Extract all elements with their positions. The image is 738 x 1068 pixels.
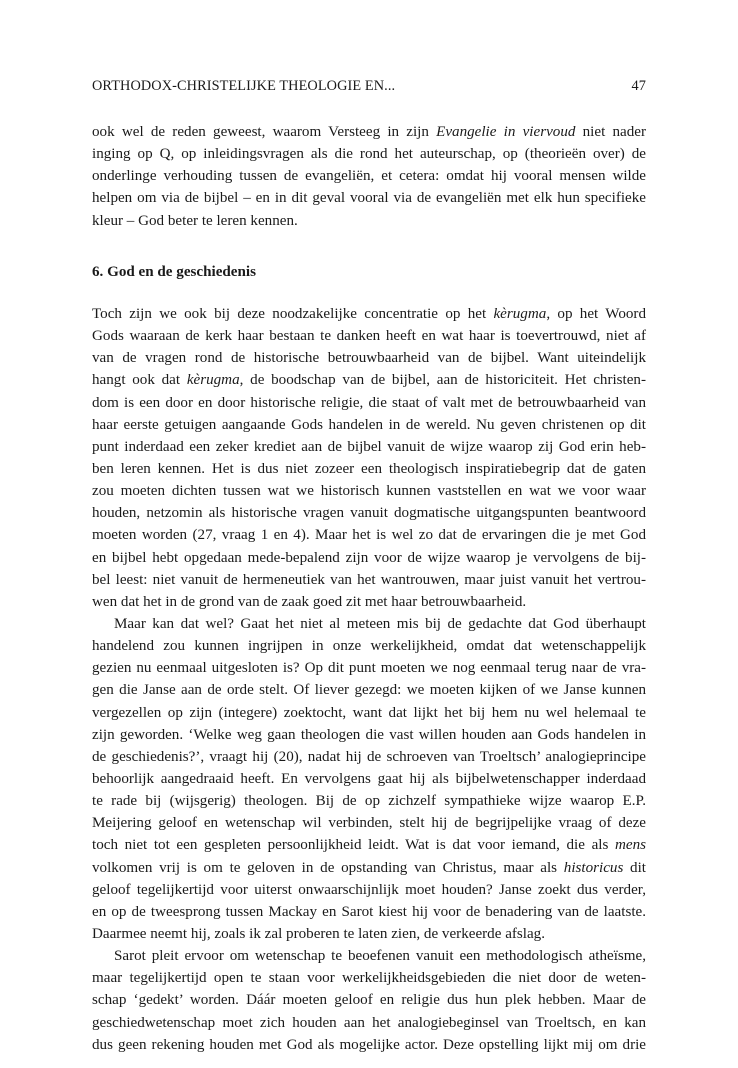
text-line: onderlinge verhouding tussen de evangeliën, et cetera: omdat hij vooral mensen wilde [92, 168, 646, 185]
text-line: dus geen rekening houden met God als mogelijke actor. Deze opstelling lijkt mij om drie [92, 1036, 646, 1053]
text-line: Sarot pleit ervoor om wetenschap te beoefenen vanuit een methodologisch atheïsme, [114, 948, 646, 965]
running-head [92, 78, 646, 100]
section-heading: 6. God en de geschiedenis [92, 264, 256, 280]
text-line: Daarmee neemt hij, zoals ik zal proberen te laten zien, de verkeerde afslag. [92, 925, 546, 942]
italic-term: historicus [563, 859, 624, 876]
running-head-title: ORTHODOX-CHRISTELIJKE THEOLOGIE EN... [92, 78, 396, 94]
text-line: Meijering geloof en wetenschap wil verbinden, stelt hij de begrijpelijke vraag of deze [92, 815, 646, 832]
text-line: bel leest: niet vanuit de hermeneutiek van het wantrouwen, maar juist vanuit het vertrou- [92, 571, 646, 588]
paragraph [92, 303, 646, 613]
text-line: gen die Janse aan de orde stelt. Of liever gezegd: we moeten kijken of we Janse kunnen [92, 682, 646, 699]
text-line: Gods waaraan de kerk haar bestaan te danken heeft en wat haar is toevertrouwd, niet af [92, 328, 646, 345]
text-line: kleur – God beter te leren kennen. [92, 212, 298, 229]
italic-term: kèrugma [186, 372, 240, 389]
italic-term: mens [614, 837, 646, 854]
italic-term: Evangelie in viervoud [436, 124, 576, 140]
text-line: volkomen vrij is om te geloven in de opstanding van Christus, maar als historicus dit [92, 859, 646, 876]
text-line: ook wel de reden geweest, waarom Versteeg in zijn Evangelie in viervoud niet nader [92, 124, 646, 140]
text-line: ben leren kennen. Het is dus niet zozeer een theologisch inspiratiebegrip dat de gaten [92, 460, 646, 477]
text-line: helpen om via de bijbel – en in dit geval vooral via de evangeliën met elk hun specifieke [92, 190, 646, 207]
text-line: hangt ook dat kèrugma, de boodschap van de bijbel, aan de historiciteit. Het christen- [92, 372, 647, 389]
text-line: de geschiedenis?’, vraagt hij (20), nadat hij de schroeven van Troeltsch’ analogieprincipe [92, 748, 646, 765]
page-number: 47 [631, 78, 646, 94]
text-line: zou moeten dichten tussen wat we historisch kunnen vaststellen en wat we voor waar [92, 483, 646, 500]
text-line: toch niet tot een gespleten persoonlijkheid leidt. Wat is dat voor iemand, die als mens [92, 837, 646, 854]
text-line: Maar kan dat wel? Gaat het niet al meteen mis bij de gedachte dat God überhaupt [114, 615, 646, 632]
text-line: handelend zou kunnen ingrijpen in onze werkelijkheid, omdat dat wetenschappelijk [92, 638, 646, 655]
paragraph [92, 613, 646, 945]
text-line: haar eerste getuigen aangaande Gods handelen in de wereld. Nu geven christenen op dit [92, 416, 646, 433]
text-line: moeten worden (27, vraag 1 en 4). Maar het is wel zo dat de ervaringen die je met God [92, 527, 646, 544]
text-line: van de vragen rond de historische betrouwbaarheid van de bijbel. Want uiteindelijk [92, 350, 646, 367]
paragraph [92, 121, 646, 232]
text-line: maar tegelijkertijd open te staan voor werkelijkheidsgebieden die niet door de weten- [92, 970, 646, 987]
text-line: geschiedwetenschap moet zich houden aan het analogiebeginsel van Troeltsch, en kan [92, 1014, 646, 1031]
text-line: Toch zijn we ook bij deze noodzakelijke concentratie op het kèrugma, op het Woord [92, 306, 646, 322]
text-line: vergezellen op zijn (integere) zoektocht, want dat lijkt het bij hem nu wel helemaal te [92, 704, 646, 721]
text-line: punt inderdaad een zeker krediet aan de bijbel vanuit de wijze waarop zij God erin heb- [92, 438, 646, 455]
text-line: te rade bij (wijsgerig) theologen. Bij de op zichzelf sympathieke wijze waarop E.P. [92, 793, 646, 810]
text-line: wen dat het in de grond van de zaak goed zit met haar betrouwbaarheid. [92, 593, 527, 610]
text-line: geloof tegelijkertijd voor uiterst onwaarschijnlijk moet houden? Janse zoekt dus verder, [92, 881, 646, 898]
text-line: behoorlijk aangedraaid heeft. En vervolgens gaat hij als bijbelwetenschapper inderdaad [92, 770, 646, 787]
text-line: en op de tweesprong tussen Mackay en Sarot kiest hij voor de benadering van de laatste. [92, 903, 646, 920]
document-page [92, 0, 646, 1068]
intro-paragraph [92, 121, 646, 232]
text-line: houden, netzomin als historische vragen vanuit dogmatische uitgangspunten beantwoord [92, 505, 646, 522]
italic-term: kèrugma [493, 306, 547, 322]
text-line: gezien nu eenmaal uitgesloten is? Op dit punt moeten we nog eenmaal terug naar de vra- [92, 660, 646, 677]
text-line: zijn geworden. ‘Welke weg gaan theologen die vast willen houden aan Gods handelen in [92, 726, 646, 743]
text-line: schap ‘gedekt’ worden. Dáár moeten geloof en religie dus hun plek hebben. Maar de [92, 992, 646, 1009]
text-line: inging op Q, op inleidingsvragen als die rond het auteurschap, op (theorieën over) de [92, 146, 646, 163]
paragraph [92, 945, 646, 1056]
section-body [92, 303, 646, 1056]
text-line: dom is een door en door historische religie, die staat of valt met de betrouwbaarheid van [92, 394, 646, 411]
text-line: en bijbel hebt opgedaan mede-bepalend zijn voor de wijze waarop je vervolgens de bij- [92, 549, 646, 566]
